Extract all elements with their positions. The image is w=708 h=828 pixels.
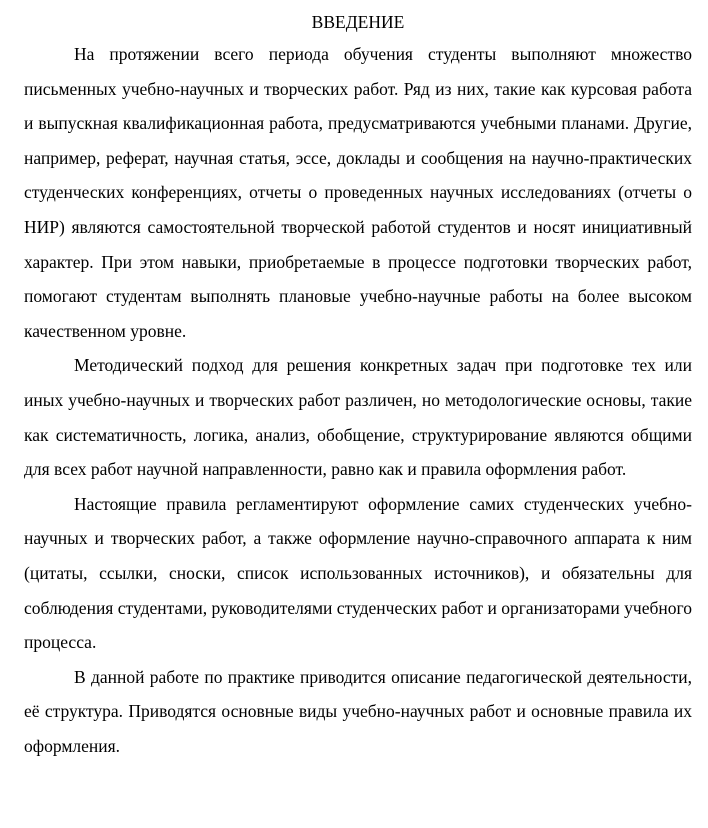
paragraph-2: Методический подход для решения конкретных задач при подготовке тех или иных учебно-научных и творческих работ различен, но методологические основы, такие как систематичность, логика, анализ, обобщение, структурирование являются общими для всех работ научной направленности, равно как и правила оформления работ.	[24, 355, 692, 480]
paragraph-3: Настоящие правила регламентируют оформление самих студенческих учебно-научных и творческих работ, а также оформление научно-справочного аппарата к ним (цитаты, ссылки, сноски, список использованных источников), и обязательны для соблюдения студентами, руководителями студенческих работ и организаторами учебного процесса.	[24, 493, 692, 653]
paragraph-4: В данной работе по практике приводится описание педагогической деятельности, её структура. Приводятся основные виды учебно-научных работ и основные правила их оформления.	[24, 666, 692, 756]
paragraph-1: На протяжении всего периода обучения студенты выполняют множество письменных учебно-научных и творческих работ. Ряд из них, такие как курсовая работа и выпускная квалификационная работа, предусматриваются учебными планами. Другие, например, реферат, научная статья, эссе, доклады и сообщения на научно-практических студенческих конференциях, отчеты о проведенных научных исследованиях (отчеты о НИР) являются самостоятельной творческой работой студентов и носят инициативный характер. При этом навыки, приобретаемые в процессе подготовки творческих работ, помогают студентам выполнять плановые учебно-научные работы на более высоком качественном уровне.	[24, 44, 692, 341]
section-heading: ВВЕДЕНИЕ	[311, 12, 405, 32]
